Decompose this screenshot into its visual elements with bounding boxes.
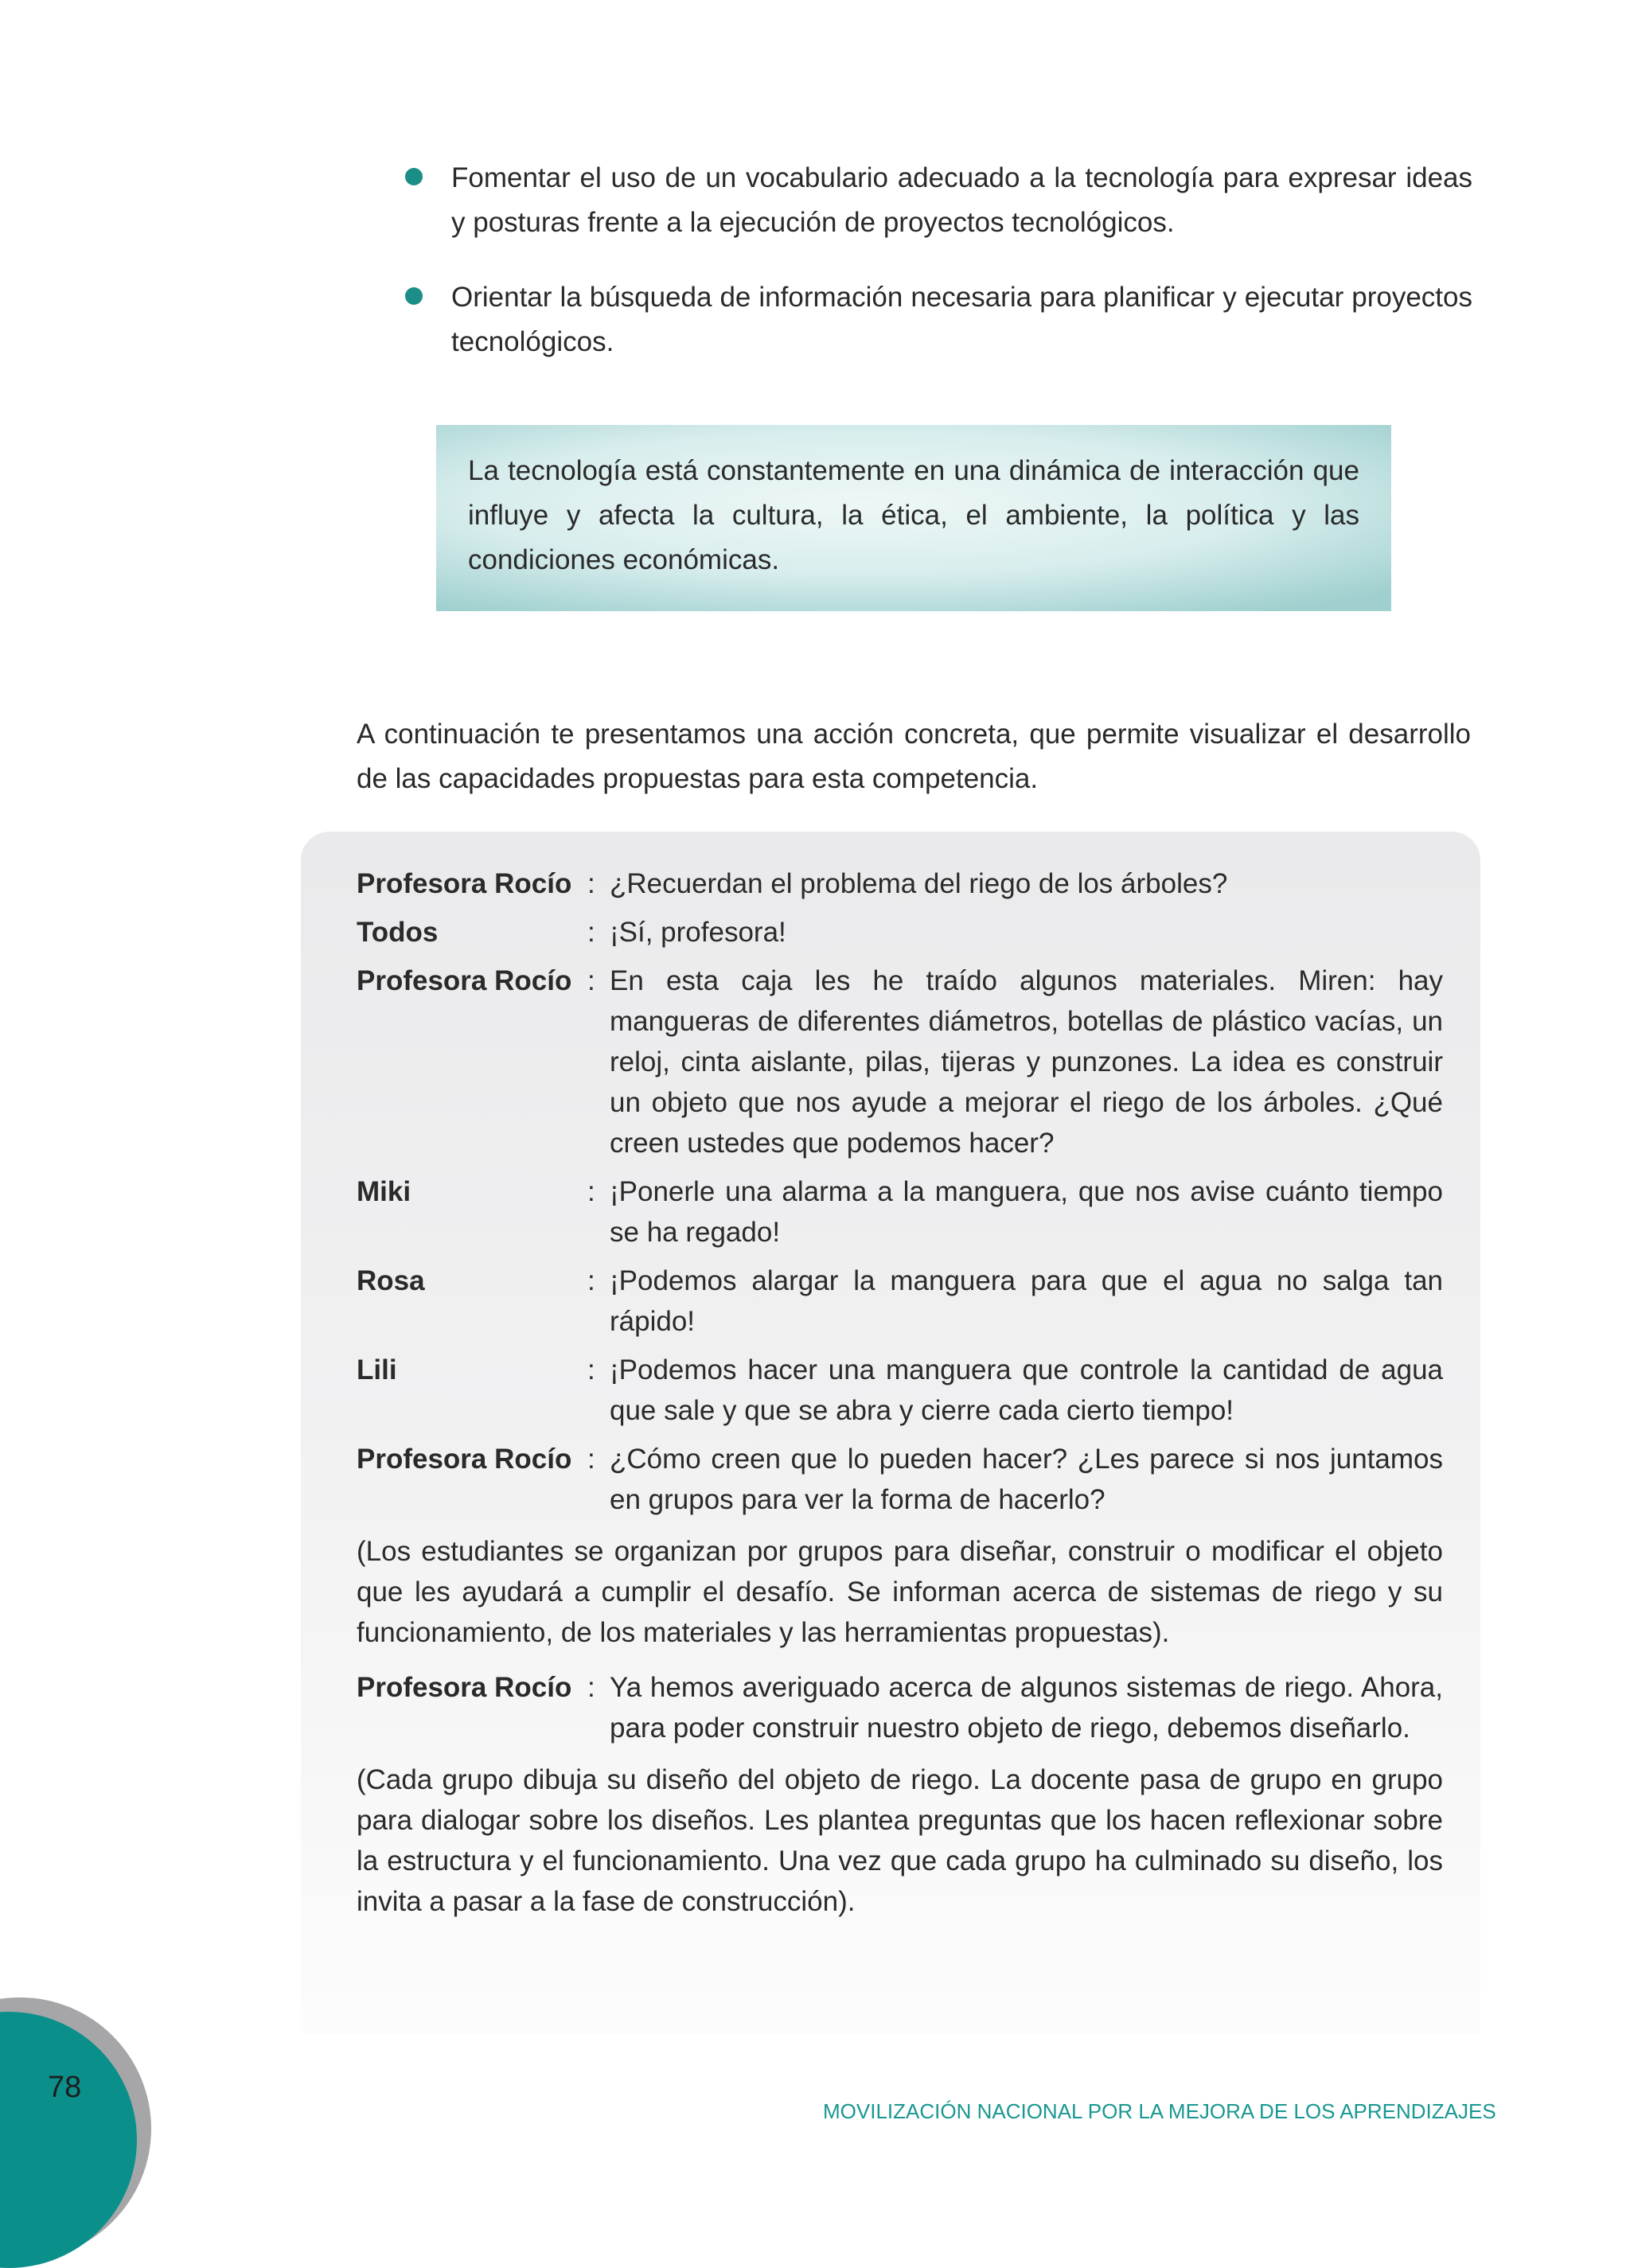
speech-text: ¡Sí, profesora! bbox=[610, 917, 786, 948]
bullet-text: Orientar la búsqueda de información necesaria para planificar y ejecutar proyectos tecnológicos. bbox=[451, 282, 1472, 357]
speaker-colon: : bbox=[587, 965, 595, 996]
dialogue-line bbox=[357, 1261, 1443, 1342]
speaker-name: Profesora Rocío bbox=[357, 1444, 572, 1475]
speech-text: ¿Cómo creen que lo pueden hacer? ¿Les parece si nos juntamos en grupos para ver la forma de hacerlo? bbox=[610, 1444, 1443, 1515]
speech-text: ¿Recuerdan el problema del riego de los árboles? bbox=[610, 868, 1228, 899]
speaker-name: Todos bbox=[357, 917, 439, 948]
dialogue-line bbox=[357, 1439, 1443, 1520]
speaker-name: Rosa bbox=[357, 1265, 425, 1296]
speaker-colon: : bbox=[587, 1176, 595, 1207]
speaker-colon: : bbox=[587, 1354, 595, 1385]
speech-text: En esta caja les he traído algunos materiales. Miren: hay mangueras de diferentes diámetros, botellas de plástico vacías, un reloj, cinta aislante, pilas, tijeras y punzones. La idea es construir un objeto que nos ayude a mejorar el riego de los árboles. ¿Qué creen ustedes que podemos hacer? bbox=[610, 965, 1443, 1159]
stage-note: (Los estudiantes se organizan por grupos para diseñar, construir o modificar el objeto que les ayudará a cumplir el desafío. Se informan acerca de sistemas de riego y su funcionamiento, de los materiales y las herramientas propuestas). bbox=[357, 1536, 1443, 1648]
bullet-dot-icon bbox=[405, 168, 423, 185]
bullet-item bbox=[402, 275, 1472, 364]
stage-note: (Cada grupo dibuja su diseño del objeto de riego. La docente pasa de grupo en grupo para dialogar sobre los diseños. Les plantea preguntas que los hacen reflexionar sobre la estructura y el funcionamiento. Una vez que cada grupo ha culminado su diseño, los invita a pasar a la fase de construcción). bbox=[357, 1764, 1443, 1917]
speech-text: ¡Podemos hacer una manguera que controle la cantidad de agua que sale y que se abra y cierre cada cierto tiempo! bbox=[610, 1354, 1443, 1426]
bullet-item bbox=[402, 156, 1472, 245]
speaker-name: Miki bbox=[357, 1176, 411, 1207]
speaker-name: Profesora Rocío bbox=[357, 868, 572, 899]
bullet-text: Fomentar el uso de un vocabulario adecuado a la tecnología para expresar ideas y posturas frente a la ejecución de proyectos tecnológicos. bbox=[451, 162, 1472, 238]
bullet-dot-icon bbox=[405, 287, 423, 305]
speaker-name: Profesora Rocío bbox=[357, 965, 572, 996]
speaker-colon: : bbox=[587, 1265, 595, 1296]
speech-text: ¡Podemos alargar la manguera para que el agua no salga tan rápido! bbox=[610, 1265, 1443, 1337]
page-number: 78 bbox=[48, 2071, 82, 2104]
dialogue-line bbox=[357, 1171, 1443, 1253]
speaker-colon: : bbox=[587, 917, 595, 948]
speaker-name: Profesora Rocío bbox=[357, 1672, 572, 1703]
dialogue-line bbox=[357, 961, 1443, 1163]
speaker-colon: : bbox=[587, 868, 595, 899]
dialogue bbox=[357, 863, 1443, 1936]
dialogue-line bbox=[357, 912, 1443, 953]
speech-text: Ya hemos averiguado acerca de algunos sistemas de riego. Ahora, para poder construir nuestro objeto de riego, debemos diseñarlo. bbox=[610, 1672, 1443, 1744]
highlight-box bbox=[436, 425, 1391, 611]
speaker-name: Lili bbox=[357, 1354, 397, 1385]
highlight-text: La tecnología está constantemente en una dinámica de interacción que influye y afecta la cultura, la ética, el ambiente, la política y las condiciones económicas. bbox=[468, 455, 1359, 575]
speaker-colon: : bbox=[587, 1444, 595, 1475]
footer-title: MOVILIZACIÓN NACIONAL POR LA MEJORA DE LOS APRENDIZAJES bbox=[823, 2099, 1496, 2123]
intro-paragraph: A continuación te presentamos una acción concreta, que permite visualizar el desarrollo de las capacidades propuestas para esta competencia. bbox=[357, 719, 1471, 794]
dialogue-line bbox=[357, 863, 1443, 904]
speaker-colon: : bbox=[587, 1672, 595, 1703]
dialogue-line bbox=[357, 1667, 1443, 1748]
dialogue-line bbox=[357, 1350, 1443, 1431]
bullet-list bbox=[402, 156, 1472, 395]
speech-text: ¡Ponerle una alarma a la manguera, que nos avise cuánto tiempo se ha regado! bbox=[610, 1176, 1443, 1248]
